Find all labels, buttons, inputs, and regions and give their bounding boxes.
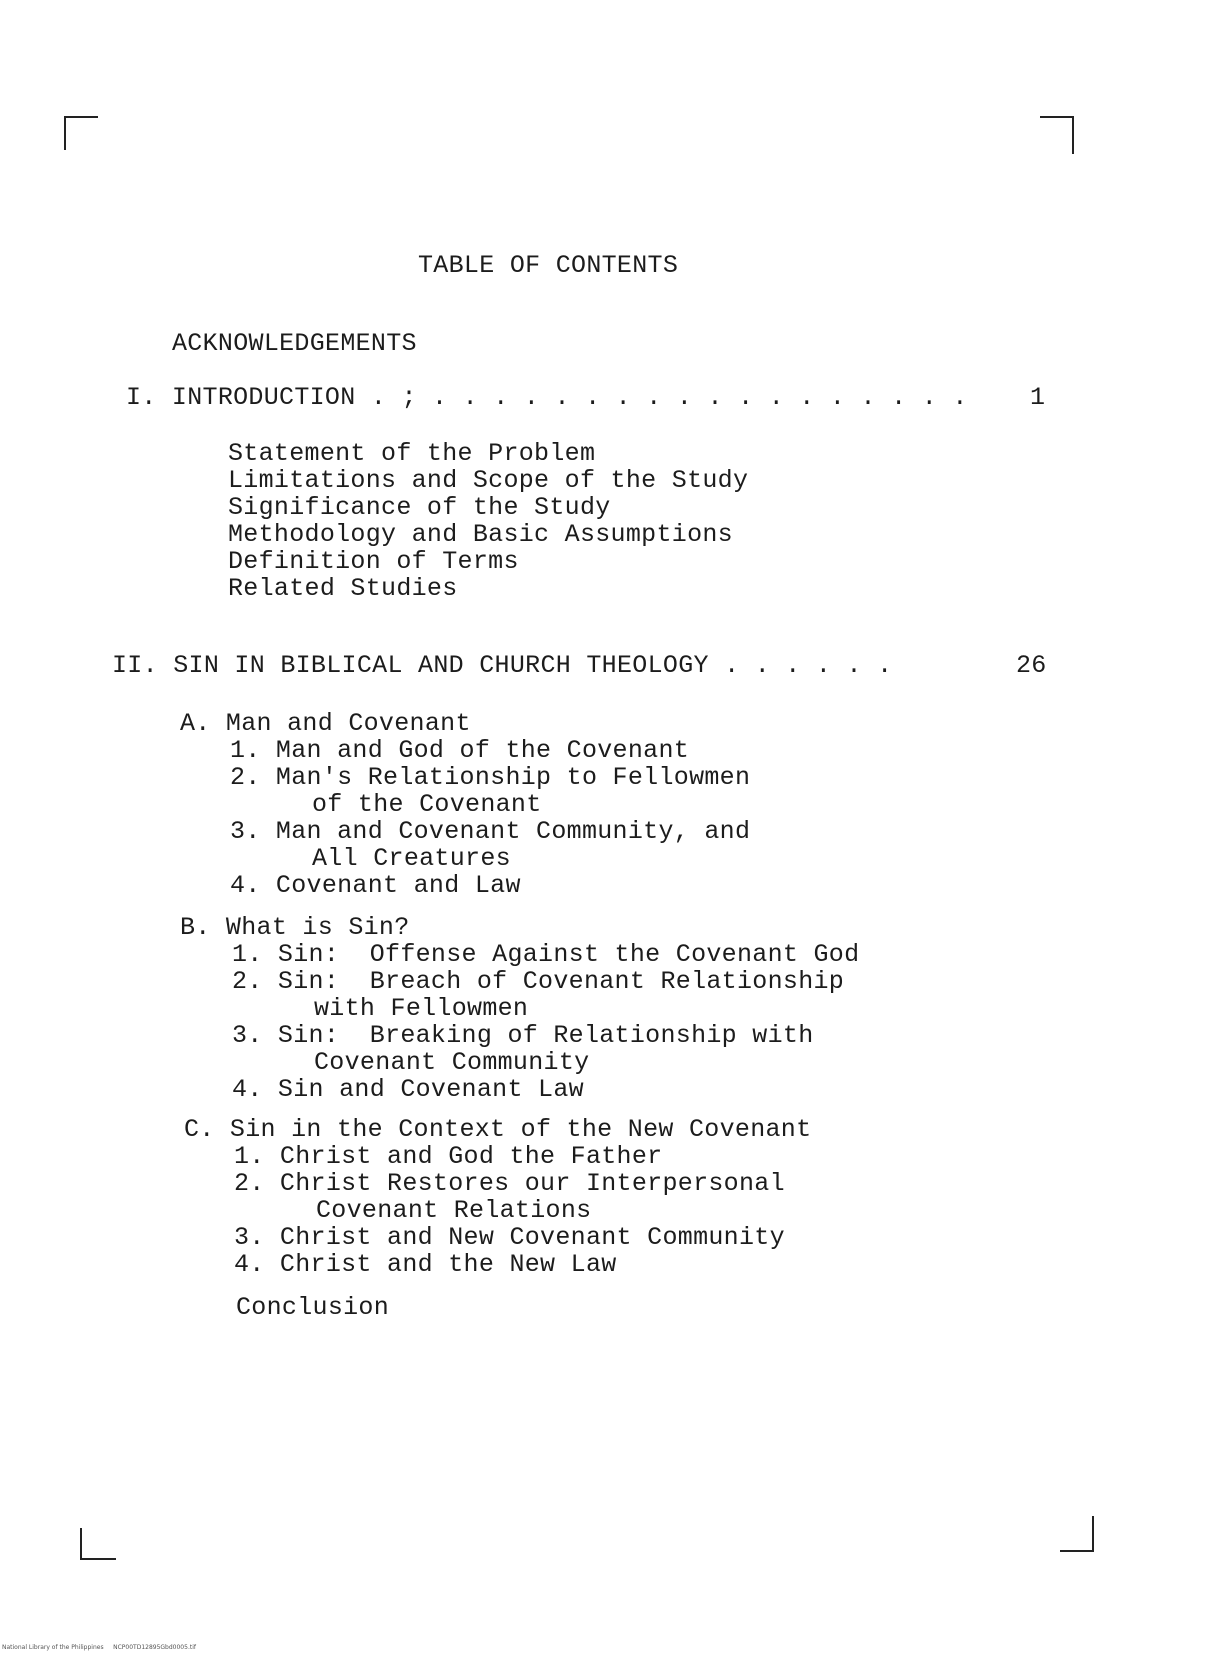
toc-chapter-2-page: 26 [1016, 651, 1047, 680]
toc-acknowledgements: ACKNOWLEDGEMENTS [172, 329, 417, 358]
toc-chapter-2: II. SIN IN BIBLICAL AND CHURCH THEOLOGY . . . . . . [112, 651, 893, 680]
crop-mark-bottom-right [1060, 1516, 1094, 1552]
toc-section-a-line: of the Covenant [312, 790, 542, 819]
toc-section-b-line: 3. Sin: Breaking of Relationship with [232, 1021, 814, 1050]
toc-chapter-1: I. INTRODUCTION . ; . . . . . . . . . . . . . . . . . . [126, 383, 968, 412]
scan-footer: National Library of the Philippines NCP00TD12895Gbd0005.tif [2, 1644, 196, 1651]
toc-section-b-line: 4. Sin and Covenant Law [232, 1075, 584, 1104]
toc-ch1-item: Statement of the Problem [228, 439, 596, 468]
toc-section-b-line: Covenant Community [314, 1048, 590, 1077]
toc-chapter-1-page: 1 [1030, 383, 1046, 412]
toc-section-c: C. Sin in the Context of the New Covenant [184, 1115, 812, 1144]
toc-section-b-line: with Fellowmen [314, 994, 529, 1023]
toc-section-a-line: All Creatures [312, 844, 511, 873]
toc-ch1-item: Definition of Terms [228, 547, 519, 576]
toc-section-b-line: 1. Sin: Offense Against the Covenant God [232, 940, 860, 969]
toc-section-c-line: Covenant Relations [316, 1196, 592, 1225]
toc-section-a-line: 4. Covenant and Law [230, 871, 521, 900]
toc-section-c-line: 3. Christ and New Covenant Community [234, 1223, 785, 1252]
toc-section-b-line: 2. Sin: Breach of Covenant Relationship [232, 967, 845, 996]
toc-ch1-item: Methodology and Basic Assumptions [228, 520, 733, 549]
toc-section-a-line: 2. Man's Relationship to Fellowmen [230, 763, 751, 792]
crop-mark-top-left [64, 116, 98, 150]
toc-section-c-line: 4. Christ and the New Law [234, 1250, 617, 1279]
page-title: TABLE OF CONTENTS [418, 251, 679, 280]
crop-mark-top-right [1040, 116, 1074, 154]
crop-mark-bottom-left [80, 1528, 116, 1560]
toc-ch1-item: Limitations and Scope of the Study [228, 466, 749, 495]
toc-section-b: B. What is Sin? [180, 913, 410, 942]
toc-section-a-line: 3. Man and Covenant Community, and [230, 817, 751, 846]
toc-section-c-line: 1. Christ and God the Father [234, 1142, 663, 1171]
toc-ch1-item: Significance of the Study [228, 493, 611, 522]
toc-ch1-item: Related Studies [228, 574, 458, 603]
toc-conclusion: Conclusion [236, 1293, 390, 1322]
toc-section-c-line: 2. Christ Restores our Interpersonal [234, 1169, 785, 1198]
toc-section-a: A. Man and Covenant [180, 709, 471, 738]
toc-section-a-line: 1. Man and God of the Covenant [230, 736, 690, 765]
